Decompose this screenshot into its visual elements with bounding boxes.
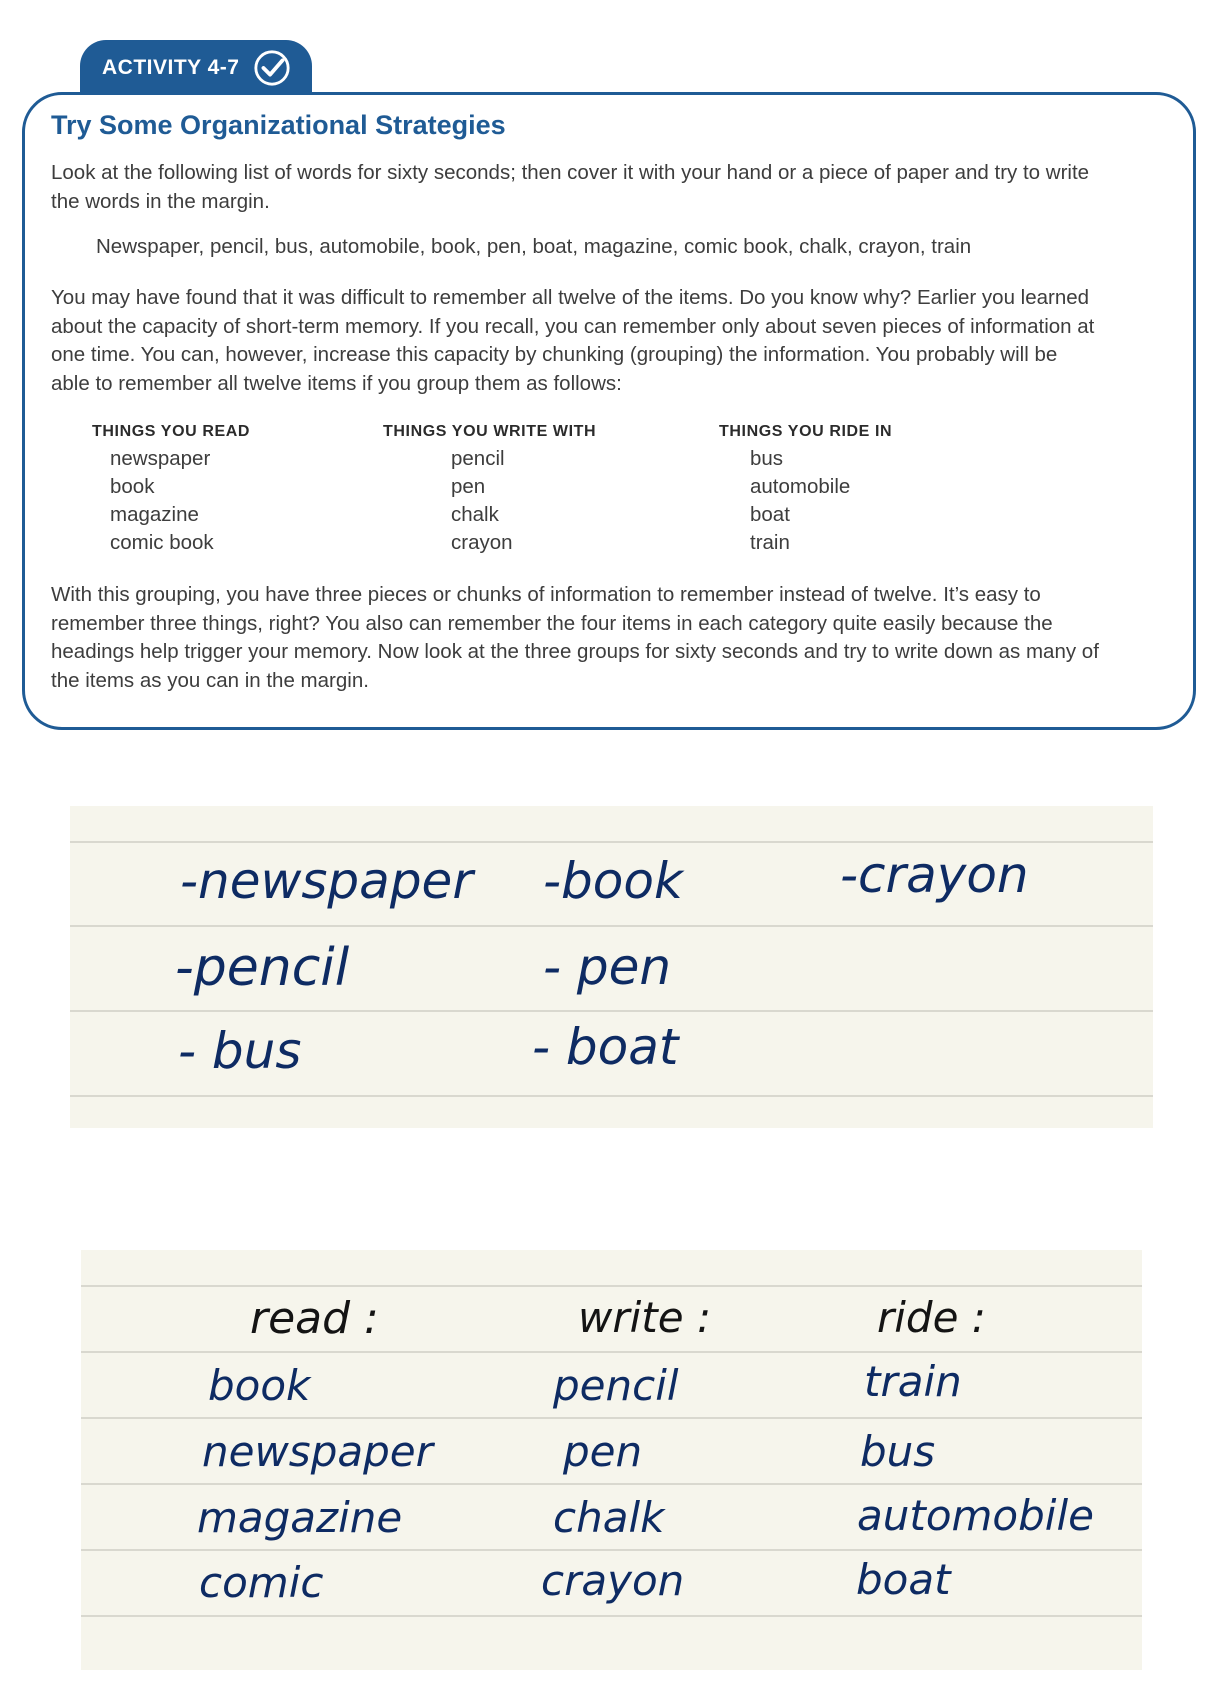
handwritten-note: -crayon bbox=[840, 846, 1029, 904]
ruled-line bbox=[81, 1615, 1142, 1617]
column-item: train bbox=[750, 531, 790, 554]
column-item: crayon bbox=[451, 531, 513, 554]
handwritten-note: comic bbox=[199, 1558, 324, 1607]
handwritten-note: magazine bbox=[197, 1493, 403, 1542]
handwritten-note: - pen bbox=[543, 938, 672, 996]
text-line: headings help trigger your memory. Now look at the three groups for sixty seconds and try to write down as many of bbox=[51, 640, 1099, 663]
column-heading-write: THINGS YOU WRITE WITH bbox=[383, 423, 597, 440]
handwritten-note: bus bbox=[860, 1427, 936, 1476]
handwritten-note: pencil bbox=[553, 1361, 679, 1410]
text-line: the words in the margin. bbox=[51, 189, 270, 213]
handwritten-note: boat bbox=[856, 1555, 951, 1604]
ruled-line bbox=[81, 1285, 1142, 1287]
handwritten-note: -book bbox=[543, 852, 683, 910]
ruled-line bbox=[70, 841, 1153, 843]
column-item: boat bbox=[750, 503, 790, 526]
handwritten-note: -newspaper bbox=[180, 852, 473, 910]
group-header-ride: ride : bbox=[877, 1293, 986, 1342]
handwritten-note: pen bbox=[563, 1427, 643, 1476]
ruled-line bbox=[81, 1483, 1142, 1485]
ruled-line bbox=[70, 925, 1153, 927]
handwritten-note: -pencil bbox=[175, 938, 350, 998]
text-line: able to remember all twelve items if you group them as follows: bbox=[51, 371, 622, 395]
checkmark-icon bbox=[253, 49, 291, 87]
text-line: the items as you can in the margin. bbox=[51, 668, 369, 692]
column-item: comic book bbox=[110, 531, 214, 554]
group-header-read: read : bbox=[250, 1293, 379, 1344]
column-heading-read: THINGS YOU READ bbox=[92, 423, 251, 440]
handwritten-note: train bbox=[864, 1357, 962, 1406]
column-item: newspaper bbox=[110, 447, 211, 470]
ruled-line bbox=[70, 1095, 1153, 1097]
column-item: chalk bbox=[451, 503, 499, 526]
handwritten-note: book bbox=[208, 1361, 311, 1410]
ruled-line bbox=[81, 1549, 1142, 1551]
handwritten-note: crayon bbox=[541, 1556, 685, 1605]
group-header-write: write : bbox=[578, 1293, 712, 1342]
handwritten-note: automobile bbox=[857, 1491, 1094, 1540]
ruled-line bbox=[81, 1351, 1142, 1353]
column-item: pen bbox=[451, 475, 486, 498]
text-line: remember three things, right? You also can remember the four items in each category quite easily because the bbox=[51, 611, 1053, 635]
handwritten-note: - boat bbox=[532, 1018, 679, 1076]
text-line: With this grouping, you have three pieces or chunks of information to remember instead of twelve. It’s easy to bbox=[51, 583, 1041, 606]
handwritten-note: chalk bbox=[553, 1493, 665, 1542]
handwritten-note: newspaper bbox=[202, 1427, 433, 1476]
handwritten-note: - bus bbox=[178, 1022, 302, 1080]
text-line: one time. You can, however, increase this capacity by chunking (grouping) the information. You probably will be bbox=[51, 343, 1058, 366]
activity-tab-label: ACTIVITY 4-7 bbox=[102, 56, 240, 79]
closing-paragraph bbox=[51, 581, 1171, 695]
column-item: book bbox=[110, 475, 155, 498]
ruled-line bbox=[81, 1417, 1142, 1419]
text-line: about the capacity of short-term memory. If you recall, you can remember only about seven pieces of information at bbox=[51, 314, 1095, 338]
column-heading-ride: THINGS YOU RIDE IN bbox=[719, 423, 893, 440]
explain-paragraph bbox=[51, 284, 1171, 398]
column-item: pencil bbox=[451, 447, 505, 470]
column-item: automobile bbox=[750, 475, 851, 498]
word-list: Newspaper, pencil, bus, automobile, book, pen, boat, magazine, comic book, chalk, crayon, train bbox=[96, 235, 972, 258]
column-item: bus bbox=[750, 447, 784, 470]
intro-paragraph bbox=[51, 159, 1171, 216]
text-line: Look at the following list of words for sixty seconds; then cover it with your hand or a piece of paper and try to write bbox=[51, 161, 1090, 184]
ruled-line bbox=[70, 1010, 1153, 1012]
column-item: magazine bbox=[110, 503, 199, 526]
text-line: You may have found that it was difficult to remember all twelve of the items. Do you know why? Earlier you learned bbox=[51, 286, 1090, 309]
activity-title: Try Some Organizational Strategies bbox=[51, 110, 506, 140]
activity-tab bbox=[80, 40, 312, 96]
